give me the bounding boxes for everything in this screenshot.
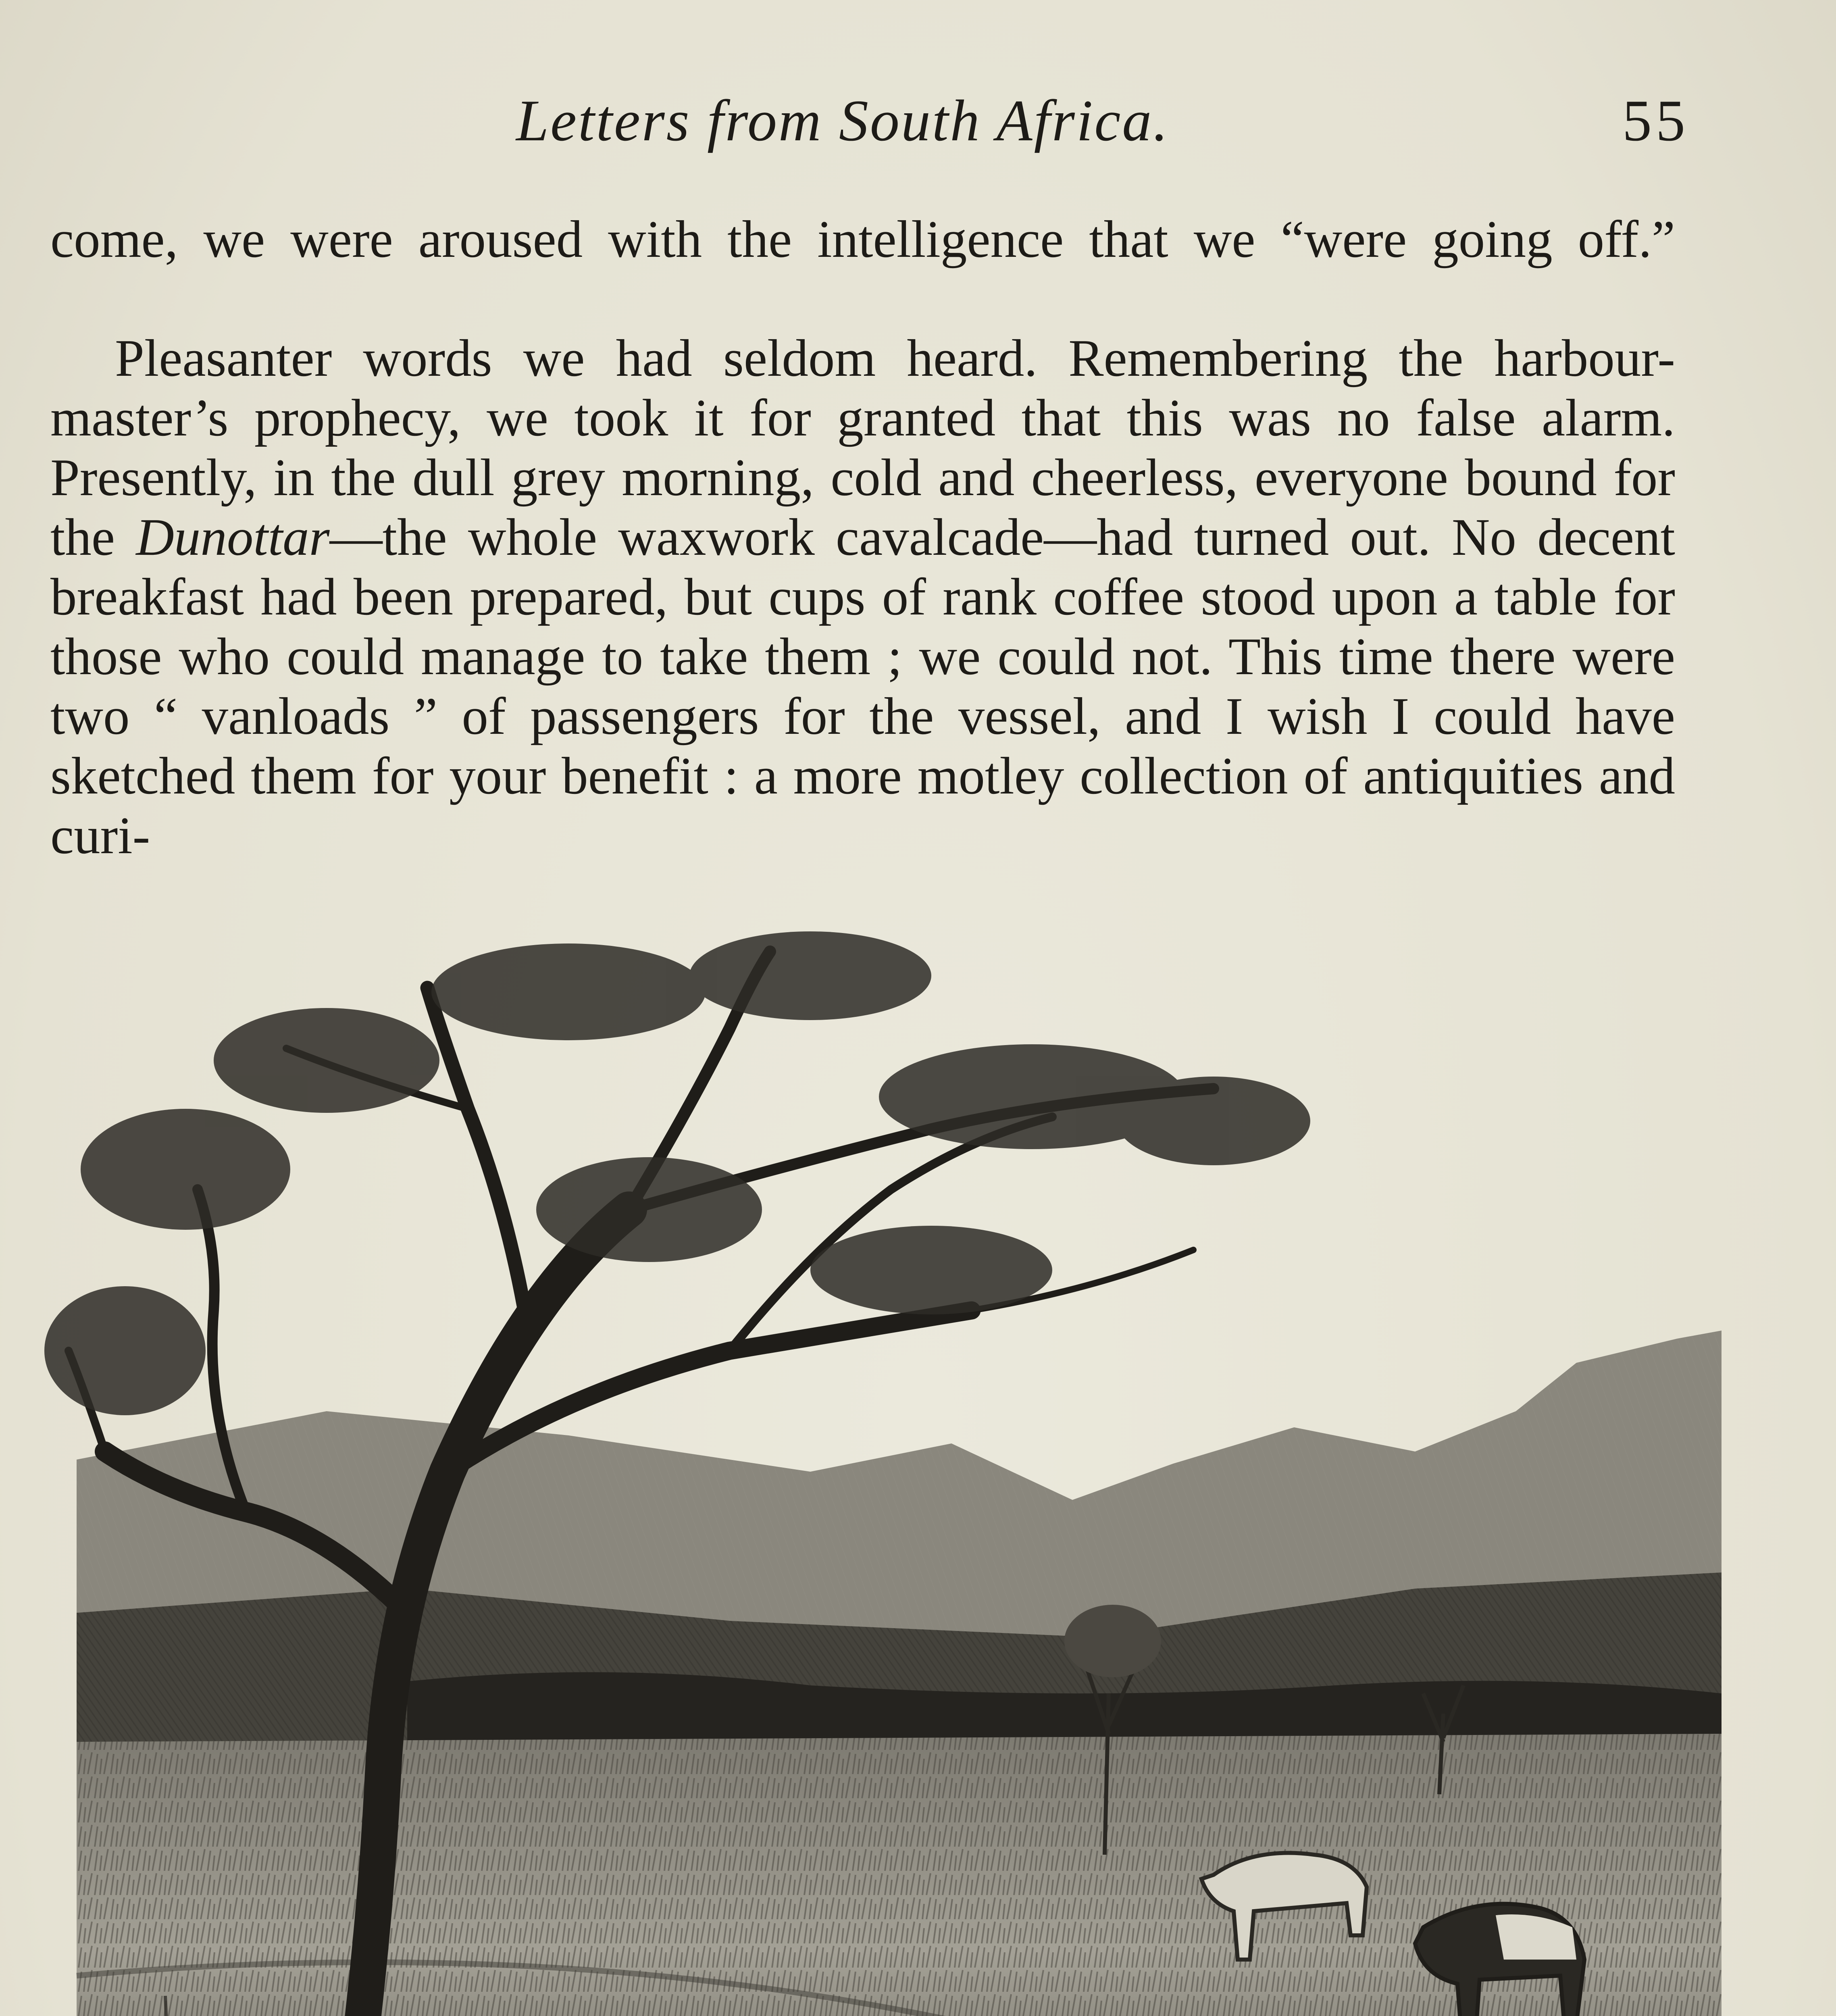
natal-landscape-illustration xyxy=(44,927,1722,2016)
paragraph-text: —the whole waxwork cavalcade—had turned out. No decent breakfast had been prepared, but cups of rank coffee stood upon a table for those who could manage to take them ; we could not. This time there were two “ vanloads ” of passengers for the vessel, and I wish I could have sketched them for your benefit : a more motley collection of antiquities and curi- xyxy=(50,508,1675,865)
tree-foliage xyxy=(44,931,1310,1415)
page-number: 55 xyxy=(1622,88,1689,153)
paragraph-text: come, we were aroused with the intelligence that we “were going off.” xyxy=(50,210,1675,269)
running-title: Letters from South Africa. xyxy=(516,88,1170,153)
paragraph-text: Pleasanter words we had seldom heard. Remembering the harbour-master’s prophecy, we took it for granted that this was no false alarm. Presently, in the dull grey morning, cold and cheerless, everyone bound for the xyxy=(50,329,1675,566)
paragraph-pleasanter xyxy=(50,329,1675,866)
paragraph-continued xyxy=(50,210,1675,269)
ship-name: Dunottar xyxy=(136,508,330,566)
page-header xyxy=(52,87,1689,167)
